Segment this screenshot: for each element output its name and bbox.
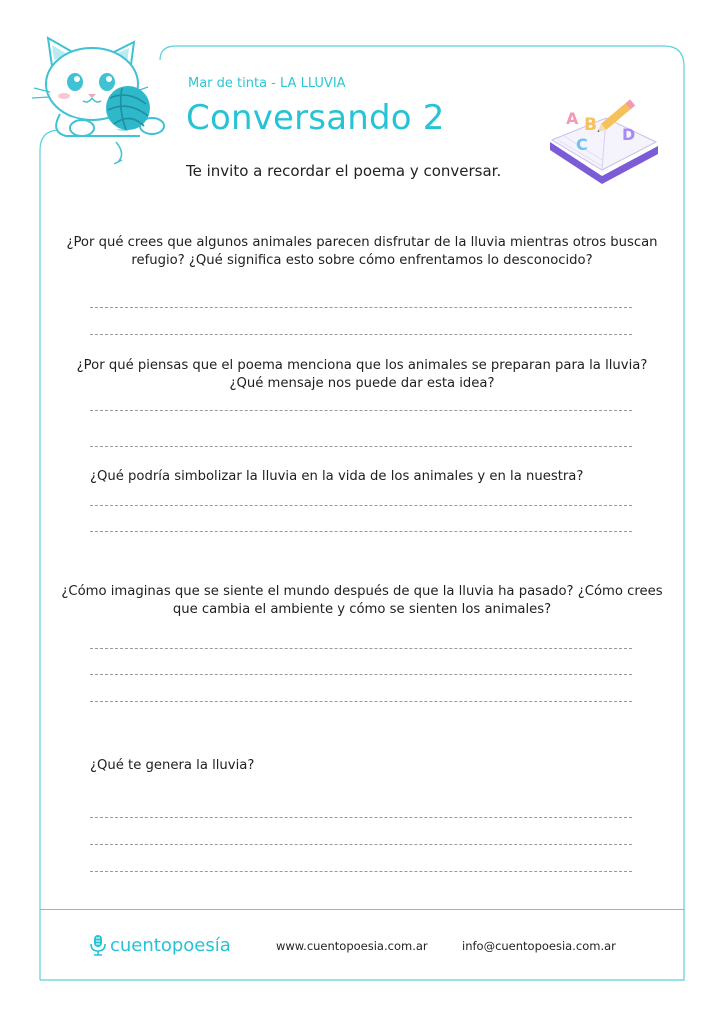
- brand-name: cuentopoesía: [110, 934, 231, 956]
- answer-line[interactable]: [90, 446, 632, 447]
- question-5: ¿Qué te genera la lluvia?: [90, 758, 255, 773]
- microphone-icon: [90, 934, 106, 956]
- answer-line[interactable]: [90, 817, 632, 818]
- question-3: ¿Qué podría simbolizar la lluvia en la vida de los animales y en la nuestra?: [90, 469, 584, 484]
- answer-line[interactable]: [90, 701, 632, 702]
- footer-divider: [40, 909, 684, 910]
- answer-line[interactable]: [90, 410, 632, 411]
- answer-line[interactable]: [90, 505, 632, 506]
- page-title: Conversando 2: [186, 98, 445, 138]
- answer-line[interactable]: [90, 334, 632, 335]
- question-4: ¿Cómo imaginas que se siente el mundo después de que la lluvia ha pasado? ¿Cómo crees que cambia el ambiente y cómo se sienten los animales?: [61, 584, 663, 617]
- book-letter-c: C: [576, 135, 588, 154]
- answer-line[interactable]: [90, 674, 632, 675]
- book-letter-d: D: [622, 125, 636, 144]
- footer-website-link[interactable]: www.cuentopoesia.com.ar: [276, 939, 428, 953]
- book-letter-a: A: [566, 109, 579, 128]
- page-subtitle: Te invito a recordar el poema y conversar.: [186, 162, 502, 180]
- cat-with-yarn-ball-icon: [30, 32, 170, 167]
- answer-line[interactable]: [90, 307, 632, 308]
- answer-line[interactable]: [90, 871, 632, 872]
- book-letter-b: B: [584, 115, 597, 135]
- open-book-letters-pencil-icon: [544, 96, 664, 186]
- series-label: Mar de tinta - LA LLUVIA: [188, 76, 346, 91]
- question-2: ¿Por qué piensas que el poema menciona que los animales se preparan para la lluvia? ¿Qué mensaje nos puede dar esta idea?: [76, 358, 648, 391]
- answer-line[interactable]: [90, 648, 632, 649]
- answer-line[interactable]: [90, 844, 632, 845]
- brand-logo[interactable]: [90, 932, 231, 958]
- question-1: ¿Por qué crees que algunos animales parecen disfrutar de la lluvia mientras otros buscan refugio? ¿Qué significa esto sobre cómo enfrentamos lo desconocido?: [66, 235, 658, 268]
- answer-line[interactable]: [90, 531, 632, 532]
- footer-email-link[interactable]: info@cuentopoesia.com.ar: [462, 939, 616, 953]
